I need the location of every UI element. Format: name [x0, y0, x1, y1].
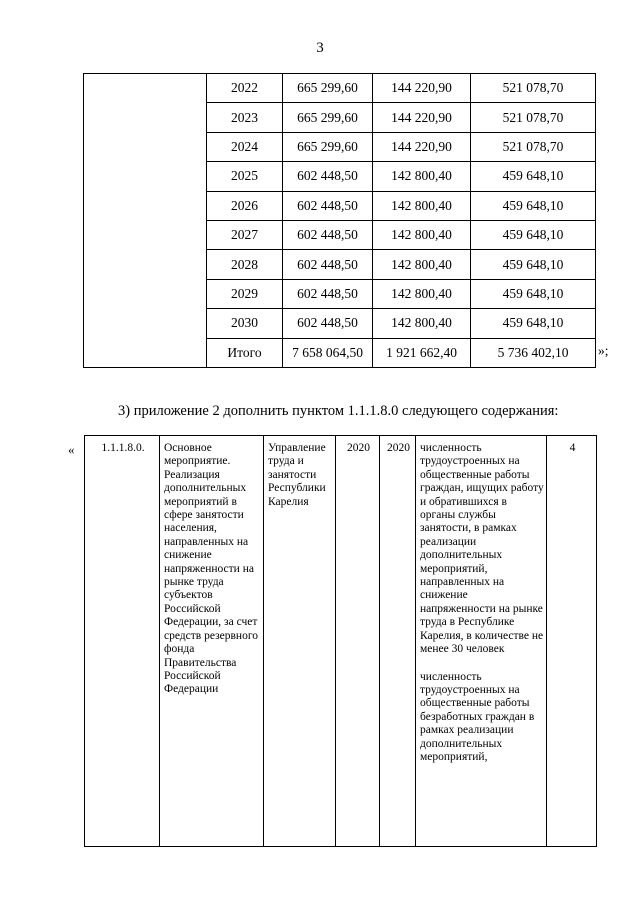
instruction-text: 3) приложение 2 дополнить пунктом 1.1.1.8.0 следующего содержания: — [118, 403, 559, 419]
year-cell: 2022 — [207, 74, 283, 103]
regional-cell: 521 078,70 — [471, 132, 596, 161]
item-code: 1.1.1.8.0. — [85, 436, 160, 847]
federal-cell: 142 800,40 — [373, 279, 471, 308]
federal-cell: 142 800,40 — [373, 309, 471, 338]
table-row — [84, 74, 596, 103]
year-cell: 2023 — [207, 103, 283, 132]
result-text-2: численность трудоустроенных на общественные работы безработных граждан в рамках реализации дополнительных мероприятий, — [420, 670, 535, 763]
funding-table — [83, 73, 596, 368]
item-end-year: 2020 — [380, 436, 416, 847]
merged-empty-cell — [84, 74, 207, 368]
federal-cell: 144 220,90 — [373, 74, 471, 103]
total-cell: 602 448,50 — [283, 220, 373, 249]
year-cell: 2027 — [207, 220, 283, 249]
total-cell: 665 299,60 — [283, 74, 373, 103]
federal-cell: 142 800,40 — [373, 220, 471, 249]
federal-cell: 144 220,90 — [373, 132, 471, 161]
activity-row — [85, 436, 597, 847]
item-start-year: 2020 — [336, 436, 380, 847]
federal-cell: 142 800,40 — [373, 250, 471, 279]
year-cell: 2025 — [207, 162, 283, 191]
item-name: Основное мероприятие. Реализация дополнительных мероприятий в сфере занятости населения, направленных на снижение напряженности на рынке труда субъектов Российской Федерации, за счет средств резервного фонда Правительства Российской Федерации — [160, 436, 264, 847]
item-results — [416, 436, 547, 847]
year-cell: Итого — [207, 338, 283, 367]
total-cell: 7 658 064,50 — [283, 338, 373, 367]
item-executor: Управление труда и занятости Республики Карелия — [264, 436, 336, 847]
opening-quote: « — [68, 442, 75, 457]
federal-cell: 1 921 662,40 — [373, 338, 471, 367]
total-cell: 602 448,50 — [283, 162, 373, 191]
year-cell: 2029 — [207, 279, 283, 308]
regional-cell: 459 648,10 — [471, 250, 596, 279]
total-cell: 665 299,60 — [283, 132, 373, 161]
regional-cell: 459 648,10 — [471, 279, 596, 308]
total-cell: 602 448,50 — [283, 279, 373, 308]
total-cell: 602 448,50 — [283, 250, 373, 279]
year-cell: 2030 — [207, 309, 283, 338]
item-link: 4 — [547, 436, 597, 847]
total-cell: 602 448,50 — [283, 191, 373, 220]
page-number: 3 — [316, 40, 324, 56]
year-cell: 2026 — [207, 191, 283, 220]
closing-quote: »; — [598, 343, 609, 358]
regional-cell: 459 648,10 — [471, 162, 596, 191]
total-cell: 602 448,50 — [283, 309, 373, 338]
regional-cell: 521 078,70 — [471, 103, 596, 132]
result-text-1: численность трудоустроенных на общественные работы граждан, ищущих работу и обратившихся в органы службы занятости, в рамках реализации дополнительных мероприятий, направленных на снижение напряженности на рынке труда в Республике Карелия, в количестве не менее 30 человек — [420, 442, 544, 656]
regional-cell: 5 736 402,10 — [471, 338, 596, 367]
federal-cell: 144 220,90 — [373, 103, 471, 132]
year-cell: 2028 — [207, 250, 283, 279]
activity-table — [84, 435, 597, 847]
federal-cell: 142 800,40 — [373, 191, 471, 220]
regional-cell: 459 648,10 — [471, 191, 596, 220]
total-cell: 665 299,60 — [283, 103, 373, 132]
federal-cell: 142 800,40 — [373, 162, 471, 191]
regional-cell: 521 078,70 — [471, 74, 596, 103]
regional-cell: 459 648,10 — [471, 309, 596, 338]
year-cell: 2024 — [207, 132, 283, 161]
regional-cell: 459 648,10 — [471, 220, 596, 249]
